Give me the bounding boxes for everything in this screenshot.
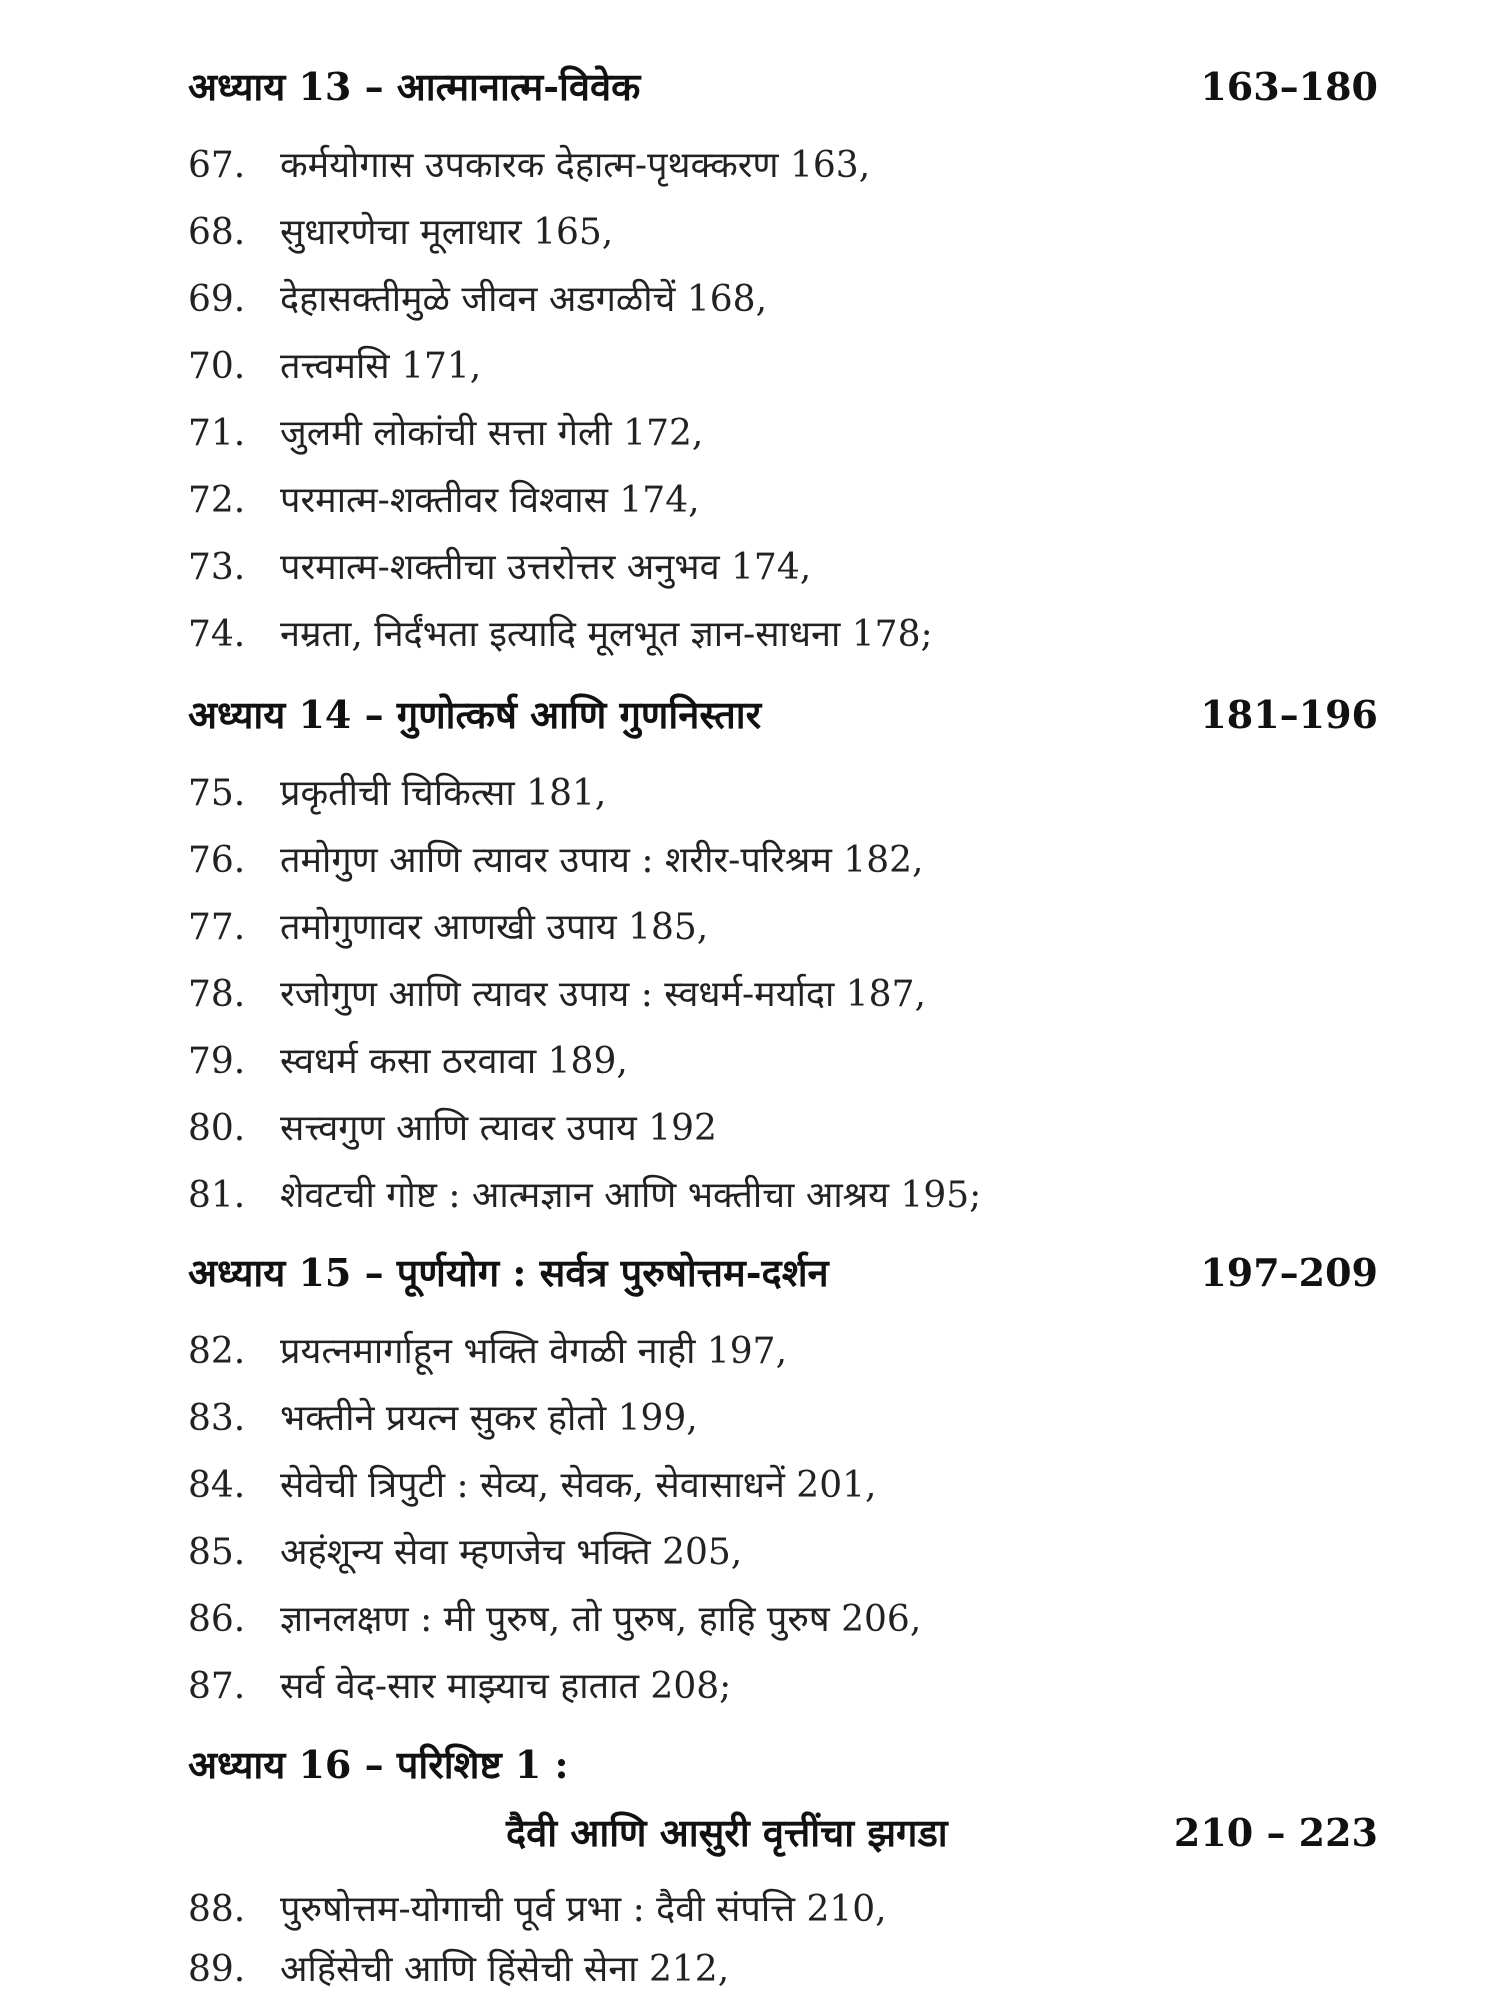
entry-text: प्रकृतीची चिकित्सा 181, [280, 773, 607, 814]
entry-text: सुधारणेचा मूलाधार 165, [280, 212, 614, 253]
toc-entry [188, 1531, 742, 1574]
toc-entry [188, 1107, 717, 1150]
entry-number: 83. [188, 1398, 246, 1439]
toc-entry [188, 1174, 981, 1217]
entry-text: भक्तीने प्रयत्न सुकर होतो 199, [280, 1398, 698, 1439]
chapter-title: अध्याय 14 – गुणोत्कर्ष आणि गुणनिस्तार [188, 692, 762, 737]
entry-text: अहिंसेची आणि हिंसेची सेना 212, [280, 1949, 730, 1990]
entry-number: 67. [188, 145, 246, 186]
toc-entry [188, 144, 870, 187]
toc-entry [188, 1464, 876, 1507]
entry-text: नम्रता, निर्दंभता इत्यादि मूलभूत ज्ञान-साधना 178; [280, 614, 933, 655]
entry-number: 85. [188, 1532, 246, 1573]
entry-number: 68. [188, 212, 246, 253]
entry-number: 70. [188, 346, 246, 387]
entry-text: जुलमी लोकांची सत्ता गेली 172, [280, 413, 704, 454]
entry-text: अहंशून्य सेवा म्हणजेच भक्ति 205, [280, 1532, 743, 1573]
chapter-title: अध्याय 16 – परिशिष्ट 1 : [188, 1742, 569, 1787]
entry-number: 87. [188, 1666, 246, 1707]
entry-number: 71. [188, 413, 246, 454]
entry-number: 79. [188, 1041, 246, 1082]
entry-number: 84. [188, 1465, 246, 1506]
entry-text: परमात्म-शक्तीवर विश्वास 174, [280, 480, 700, 521]
entry-text: ज्ञानलक्षण : मी पुरुष, तो पुरुष, हाहि पुरुष 206, [280, 1599, 922, 1640]
entry-text: तत्त्वमसि 171, [280, 346, 482, 387]
entry-text: प्रयत्नमार्गाहून भक्ति वेगळी नाही 197, [280, 1331, 788, 1372]
toc-entry [188, 278, 767, 321]
entry-number: 80. [188, 1108, 246, 1149]
chapter-title: अध्याय 15 – पूर्णयोग : सर्वत्र पुरुषोत्तम-दर्शन [188, 1250, 829, 1295]
entry-text: सेवेची त्रिपुटी : सेव्य, सेवक, सेवासाधनें 201, [280, 1465, 877, 1506]
entry-number: 88. [188, 1889, 246, 1930]
toc-entry [188, 1040, 628, 1083]
toc-entry [188, 1330, 787, 1373]
entry-number: 77. [188, 907, 246, 948]
toc-entry [188, 1948, 729, 1991]
entry-text: सत्त्वगुण आणि त्यावर उपाय 192 [280, 1108, 717, 1149]
entry-text: कर्मयोगास उपकारक देहात्म-पृथक्करण 163, [280, 145, 871, 186]
entry-number: 86. [188, 1599, 246, 1640]
chapter-page-range: 210 – 223 [1173, 1810, 1378, 1855]
entry-text: तमोगुणावर आणखी उपाय 185, [280, 907, 709, 948]
toc-entry [188, 906, 708, 949]
toc-entry [188, 1665, 731, 1708]
entry-text: सर्व वेद-सार माझ्याच हातात 208; [280, 1666, 732, 1707]
entry-text: तमोगुण आणि त्यावर उपाय : शरीर-परिश्रम 182, [280, 840, 924, 881]
chapter-heading-14 [188, 692, 1378, 742]
chapter-page-range: 197–209 [1200, 1250, 1378, 1295]
entry-text: स्वधर्म कसा ठरवावा 189, [280, 1041, 628, 1082]
chapter-heading-16 [188, 1742, 1378, 1862]
toc-entry [188, 211, 613, 254]
entry-number: 82. [188, 1331, 246, 1372]
toc-entry [188, 613, 933, 656]
chapter-title: अध्याय 13 – आत्मानात्म-विवेक [188, 64, 641, 109]
entry-text: पुरुषोत्तम-योगाची पूर्व प्रभा : दैवी संपत्ति 210, [280, 1889, 887, 1930]
chapter-page-range: 163–180 [1200, 64, 1378, 109]
toc-entry [188, 1888, 887, 1931]
entry-number: 81. [188, 1175, 246, 1216]
entry-number: 89. [188, 1949, 246, 1990]
toc-entry [188, 546, 811, 589]
chapter-page-range: 181–196 [1200, 692, 1378, 737]
toc-entry [188, 412, 703, 455]
entry-number: 72. [188, 480, 246, 521]
toc-entry [188, 479, 700, 522]
entry-number: 75. [188, 773, 246, 814]
entry-text: शेवटची गोष्ट : आत्मज्ञान आणि भक्तीचा आश्रय 195; [280, 1175, 982, 1216]
entry-text: परमात्म-शक्तीचा उत्तरोत्तर अनुभव 174, [280, 547, 812, 588]
entry-number: 76. [188, 840, 246, 881]
chapter-heading-15 [188, 1250, 1378, 1300]
entry-number: 73. [188, 547, 246, 588]
entry-number: 69. [188, 279, 246, 320]
toc-entry [188, 839, 923, 882]
chapter-heading-13 [188, 64, 1378, 114]
toc-entry [188, 973, 926, 1016]
entry-number: 74. [188, 614, 246, 655]
entry-number: 78. [188, 974, 246, 1015]
chapter-subtitle: दैवी आणि आसुरी वृत्तींचा झगडा [506, 1810, 948, 1855]
toc-entry [188, 345, 481, 388]
entry-text: रजोगुण आणि त्यावर उपाय : स्वधर्म-मर्यादा 187, [280, 974, 926, 1015]
toc-entry [188, 772, 606, 815]
toc-entry [188, 1397, 698, 1440]
entry-text: देहासक्तीमुळे जीवन अडगळीचें 168, [280, 279, 768, 320]
toc-entry [188, 1598, 921, 1641]
